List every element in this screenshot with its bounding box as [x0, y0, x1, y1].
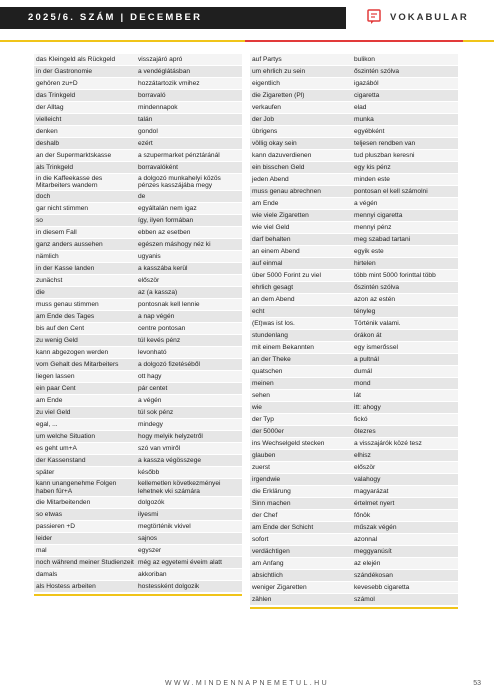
german-term: jeden Abend [252, 175, 289, 183]
vocabulary-icon [367, 9, 381, 25]
german-term: als Trinkgeld [36, 163, 74, 171]
vocab-row [250, 186, 458, 198]
hungarian-translation: ilyesmi [138, 510, 159, 518]
german-term: kann dazuverdienen [252, 151, 312, 159]
vocab-row [34, 162, 242, 174]
vocab-row [250, 402, 458, 414]
german-term: darf behalten [252, 235, 291, 243]
hungarian-translation: egy kis pénz [354, 163, 391, 171]
hungarian-translation: fickó [354, 415, 368, 423]
german-term: über 5000 Forint zu viel [252, 271, 321, 279]
german-term: am Ende der Schicht [252, 523, 314, 531]
german-term: absichtlich [252, 571, 283, 579]
vocab-row [34, 299, 242, 311]
vocab-row [250, 126, 458, 138]
german-term: mit einem Bekannten [252, 343, 314, 351]
issue-title: 2025/6. SZÁM | DECEMBER [28, 12, 203, 23]
vocab-row [250, 270, 458, 282]
german-term: quatschen [252, 367, 283, 375]
hungarian-translation: bulikon [354, 55, 375, 63]
vocab-row [34, 174, 242, 191]
hungarian-translation: teljesen rendben van [354, 139, 416, 147]
website-url: WWW.MINDENNAPNEMETUL.HU [164, 680, 330, 687]
german-term: an der Theke [252, 355, 291, 363]
hungarian-translation: ott hagy [138, 373, 162, 381]
hungarian-translation: a kassza végösszege [138, 457, 202, 465]
vocab-row [34, 54, 242, 66]
hungarian-translation: pontosan el kell számolni [354, 187, 428, 195]
vocab-row [34, 311, 242, 323]
vocab-row [34, 509, 242, 521]
hungarian-translation: dolgozók [138, 498, 165, 506]
vocab-row [34, 521, 242, 533]
hungarian-translation: egyszer [138, 546, 162, 554]
hungarian-translation: az elején [354, 559, 381, 567]
vocab-row [250, 582, 458, 594]
vocab-row [250, 114, 458, 126]
german-term: ein bisschen Geld [252, 163, 305, 171]
hungarian-translation: pontosnak kell lennie [138, 301, 200, 309]
german-term: in der Gastronomie [36, 67, 93, 75]
hungarian-translation: kevesebb cigaretta [354, 583, 410, 591]
german-term: die Erklärung [252, 487, 291, 495]
section-label: VOKABULAR [390, 12, 469, 23]
hungarian-translation: számol [354, 595, 375, 603]
hungarian-translation: borravaló [138, 91, 166, 99]
vocab-row [250, 198, 458, 210]
german-term: so etwas [36, 510, 63, 518]
vocab-row [250, 570, 458, 582]
hungarian-translation: a végén [354, 199, 378, 207]
vocab-row [250, 438, 458, 450]
german-term: auf Partys [252, 55, 282, 63]
german-term: kann unangenehme Folgen haben für+A [36, 480, 117, 495]
hungarian-translation: őszintén szólva [354, 67, 400, 75]
vocab-row [250, 534, 458, 546]
vocab-row [250, 450, 458, 462]
hungarian-translation: Történik valami. [354, 319, 401, 327]
german-term: das Kleingeld als Rückgeld [36, 55, 116, 63]
hungarian-translation: ugyanis [138, 253, 161, 261]
hungarian-translation: lát [354, 391, 361, 399]
vocab-row [34, 78, 242, 90]
german-term: zunächst [36, 277, 63, 285]
german-term: der Typ [252, 415, 274, 423]
german-term: meinen [252, 379, 274, 387]
column-underline [34, 594, 242, 596]
german-term: bis auf den Cent [36, 325, 85, 333]
vocab-row [250, 378, 458, 390]
german-term: es geht um+A [36, 445, 77, 453]
german-term: zählen [252, 595, 272, 603]
vocab-row [34, 569, 242, 581]
hungarian-translation: egyik este [354, 247, 384, 255]
hungarian-translation: gondol [138, 127, 158, 135]
german-term: an dem Abend [252, 295, 295, 303]
vocab-row [34, 443, 242, 455]
german-term: (Et)was ist los. [252, 319, 295, 327]
german-term: das Trinkgeld [36, 91, 76, 99]
vocab-row [34, 323, 242, 335]
hungarian-translation: mond [354, 379, 371, 387]
german-term: wie [252, 403, 262, 411]
vocab-row [250, 354, 458, 366]
hungarian-translation: mindennapok [138, 103, 178, 111]
hungarian-translation: a kasszába kerül [138, 265, 188, 273]
german-term: muss genau abrechnen [252, 187, 321, 195]
page-header [0, 0, 494, 38]
vocab-row [34, 251, 242, 263]
hungarian-translation: ezért [138, 139, 153, 147]
hungarian-translation: több mint 5000 forinttal több [354, 271, 436, 279]
hungarian-translation: szándékosan [354, 571, 393, 579]
german-term: in diesem Fall [36, 229, 77, 237]
german-term: denken [36, 127, 58, 135]
vocab-row [34, 467, 242, 479]
hungarian-translation: a szupermarket pénztáránál [138, 151, 220, 159]
german-term: weniger Zigaretten [252, 583, 307, 591]
german-term: der Chef [252, 511, 278, 519]
vocab-row [250, 414, 458, 426]
german-term: doch [36, 193, 51, 201]
german-term: der 5000er [252, 427, 284, 435]
hungarian-translation: magyarázat [354, 487, 389, 495]
vocab-row [34, 227, 242, 239]
vocab-row [250, 474, 458, 486]
vocab-row [250, 282, 458, 294]
vocab-row [34, 150, 242, 162]
vocab-row [34, 138, 242, 150]
vocab-row [250, 366, 458, 378]
vocab-row [250, 426, 458, 438]
german-term: zu viel Geld [36, 409, 71, 417]
german-term: ins Wechselgeld stecken [252, 439, 325, 447]
german-term: echt [252, 307, 265, 315]
hungarian-translation: pár centet [138, 385, 168, 393]
vocab-row [34, 191, 242, 203]
german-term: leider [36, 534, 53, 542]
header-accent-line [245, 40, 463, 42]
german-term: der Alltag [36, 103, 64, 111]
hungarian-translation: a dolgozó fizetéséből [138, 361, 200, 369]
vocab-row [34, 359, 242, 371]
hungarian-translation: a pultnál [354, 355, 379, 363]
page-number: 53 [473, 680, 481, 687]
vocab-row [34, 287, 242, 299]
hungarian-translation: meggyanúsít [354, 547, 392, 555]
vocab-row [250, 102, 458, 114]
german-term: nämlich [36, 253, 59, 261]
german-term: passieren +D [36, 522, 76, 530]
vocab-row [250, 150, 458, 162]
hungarian-translation: talán [138, 115, 153, 123]
vocab-row [34, 371, 242, 383]
hungarian-translation: centre pontosan [138, 325, 186, 333]
vocab-row [250, 222, 458, 234]
german-term: verkaufen [252, 103, 281, 111]
german-term: stundenlang [252, 331, 288, 339]
hungarian-translation: a végén [138, 397, 162, 405]
german-term: egal, ... [36, 421, 58, 429]
german-term: zuerst [252, 463, 270, 471]
hungarian-translation: tényleg [354, 307, 376, 315]
hungarian-translation: a vendéglátásban [138, 67, 191, 75]
german-term: zu wenig Geld [36, 337, 78, 345]
hungarian-translation: értelmet nyert [354, 499, 395, 507]
german-term: gehören zu+D [36, 79, 78, 87]
vocab-row [250, 558, 458, 570]
hungarian-translation: dumál [354, 367, 372, 375]
vocab-row [34, 419, 242, 431]
vocab-row [250, 210, 458, 222]
german-term: Sinn machen [252, 499, 291, 507]
vocab-row [34, 335, 242, 347]
german-term: an der Supermarktskasse [36, 151, 112, 159]
hungarian-translation: mennyi cigaretta [354, 211, 403, 219]
vocab-row [34, 455, 242, 467]
hungarian-translation: egy ismerőssel [354, 343, 398, 351]
vocab-row [250, 330, 458, 342]
vocab-row [34, 66, 242, 78]
hungarian-translation: túl kevés pénz [138, 337, 181, 345]
german-term: vielleicht [36, 115, 62, 123]
hungarian-translation: ebben az esetben [138, 229, 191, 237]
vocab-row [250, 138, 458, 150]
hungarian-translation: visszajáró apró [138, 55, 183, 63]
hungarian-translation: először [354, 463, 376, 471]
vocab-row [250, 162, 458, 174]
hungarian-translation: sajnos [138, 534, 158, 542]
hungarian-translation: itt: ahogy [354, 403, 381, 411]
german-term: ein paar Cent [36, 385, 76, 393]
german-term: in die Kaffeekasse des Mitarbeiters wandern [36, 175, 103, 190]
hungarian-translation: elad [354, 103, 367, 111]
hungarian-translation: órákon át [354, 331, 382, 339]
vocab-row [250, 510, 458, 522]
hungarian-translation: mindegy [138, 421, 163, 429]
vocab-row [34, 557, 242, 569]
vocab-row [250, 546, 458, 558]
vocab-row [34, 126, 242, 138]
vocab-row [34, 545, 242, 557]
vocab-row [34, 239, 242, 251]
german-term: ehrlich gesagt [252, 283, 294, 291]
vocab-row [34, 263, 242, 275]
vocab-row [250, 522, 458, 534]
hungarian-translation: hostessként dolgozik [138, 582, 200, 590]
german-term: am Anfang [252, 559, 284, 567]
vocab-row [34, 215, 242, 227]
vocab-row [34, 347, 242, 359]
vocab-row [34, 581, 242, 593]
vocab-row [250, 90, 458, 102]
hungarian-translation: a dolgozó munkahelyi közös pénzes kasszájába megy [138, 175, 221, 190]
german-term: liegen lassen [36, 373, 75, 381]
hungarian-translation: valahogy [354, 475, 381, 483]
german-term: an einem Abend [252, 247, 300, 255]
german-term: noch während meiner Studienzeit [36, 558, 134, 566]
german-term: übrigens [252, 127, 278, 135]
vocab-row [250, 498, 458, 510]
vocab-row [250, 234, 458, 246]
german-term: als Hostess arbeiten [36, 582, 96, 590]
german-term: irgendwie [252, 475, 281, 483]
german-term: am Ende [252, 199, 279, 207]
hungarian-translation: azon az estén [354, 295, 396, 303]
vocab-row [250, 66, 458, 78]
hungarian-translation: minden este [354, 175, 390, 183]
hungarian-translation: elhisz [354, 451, 371, 459]
hungarian-translation: cigaretta [354, 91, 380, 99]
hungarian-translation: hirtelen [354, 259, 376, 267]
hungarian-translation: igazából [354, 79, 379, 87]
vocab-row [34, 407, 242, 419]
german-term: gar nicht stimmen [36, 205, 89, 213]
german-term: wie viele Zigaretten [252, 211, 309, 219]
german-term: ganz anders aussehen [36, 241, 103, 249]
hungarian-translation: kellemetlen következményei lehetnek vki számára [138, 480, 221, 495]
german-term: völlig okay sein [252, 139, 297, 147]
german-term: die Zigaretten (Pl) [252, 91, 305, 99]
hungarian-translation: mennyi pénz [354, 223, 392, 231]
german-term: kann abgezogen werden [36, 349, 109, 357]
hungarian-translation: így, ilyen formában [138, 217, 194, 225]
hungarian-translation: levonható [138, 349, 167, 357]
vocab-row [250, 246, 458, 258]
hungarian-translation: hogy melyik helyzetről [138, 433, 203, 441]
vocab-row [34, 497, 242, 509]
issue-banner [0, 7, 346, 29]
hungarian-translation: műszak végén [354, 523, 397, 531]
vocab-row [250, 54, 458, 66]
vocab-row [250, 390, 458, 402]
vocab-table-right [250, 54, 458, 606]
german-term: der Kassenstand [36, 457, 86, 465]
vocab-row [250, 258, 458, 270]
hungarian-translation: akkoriban [138, 570, 167, 578]
german-term: der Job [252, 115, 274, 123]
vocab-table-left [34, 54, 242, 593]
hungarian-translation: de [138, 193, 146, 201]
hungarian-translation: túl sok pénz [138, 409, 174, 417]
hungarian-translation: főnök [354, 511, 371, 519]
hungarian-translation: hozzátartozik vmihez [138, 79, 200, 87]
german-term: damals [36, 570, 58, 578]
vocab-row [34, 203, 242, 215]
vocab-row [34, 275, 242, 287]
german-term: die [36, 289, 45, 297]
hungarian-translation: a nap végén [138, 313, 175, 321]
hungarian-translation: tud pluszban keresni [354, 151, 415, 159]
german-term: in der Kasse landen [36, 265, 95, 273]
vocab-row [34, 383, 242, 395]
hungarian-translation: meg szabad tartani [354, 235, 411, 243]
german-term: vom Gehalt des Mitarbeiters [36, 361, 119, 369]
german-term: sehen [252, 391, 270, 399]
vocab-row [34, 431, 242, 443]
vocab-row [34, 102, 242, 114]
vocab-row [34, 479, 242, 496]
german-term: am Ende des Tages [36, 313, 95, 321]
hungarian-translation: egészen máshogy néz ki [138, 241, 211, 249]
hungarian-translation: először [138, 277, 160, 285]
hungarian-translation: egyáltalán nem igaz [138, 205, 197, 213]
german-term: sofort [252, 535, 269, 543]
hungarian-translation: azonnal [354, 535, 378, 543]
hungarian-translation: munka [354, 115, 374, 123]
vocab-row [250, 342, 458, 354]
german-term: glauben [252, 451, 276, 459]
german-term: verdächtigen [252, 547, 290, 555]
vocab-row [34, 114, 242, 126]
vocab-row [250, 486, 458, 498]
german-term: eigentlich [252, 79, 280, 87]
vocab-row [250, 78, 458, 90]
vocab-row [250, 174, 458, 186]
vocab-row [250, 462, 458, 474]
vocab-row [250, 306, 458, 318]
hungarian-translation: később [138, 469, 160, 477]
german-term: deshalb [36, 139, 60, 147]
vocab-row [250, 318, 458, 330]
german-term: am Ende [36, 397, 63, 405]
hungarian-translation: még az egyetemi éveim alatt [138, 558, 222, 566]
hungarian-translation: szó van vmiről [138, 445, 181, 453]
vocab-row [250, 294, 458, 306]
german-term: muss genau stimmen [36, 301, 99, 309]
hungarian-translation: ötezres [354, 427, 376, 435]
hungarian-translation: a visszajárók közé tesz [354, 439, 422, 447]
german-term: um ehrlich zu sein [252, 67, 306, 75]
german-term: die Mitarbeitenden [36, 498, 91, 506]
german-term: um welche Situation [36, 433, 96, 441]
german-term: mal [36, 546, 47, 554]
vocab-row [250, 594, 458, 606]
german-term: so [36, 217, 43, 225]
hungarian-translation: őszintén szólva [354, 283, 400, 291]
column-underline [250, 607, 458, 609]
german-term: wie viel Geld [252, 223, 290, 231]
hungarian-translation: megtörténik vkivel [138, 522, 191, 530]
vocab-row [34, 533, 242, 545]
german-term: auf einmal [252, 259, 283, 267]
vocab-row [34, 395, 242, 407]
hungarian-translation: borravalóként [138, 163, 178, 171]
hungarian-translation: az (a kassza) [138, 289, 178, 297]
hungarian-translation: egyébként [354, 127, 385, 135]
german-term: später [36, 469, 55, 477]
vocab-row [34, 90, 242, 102]
